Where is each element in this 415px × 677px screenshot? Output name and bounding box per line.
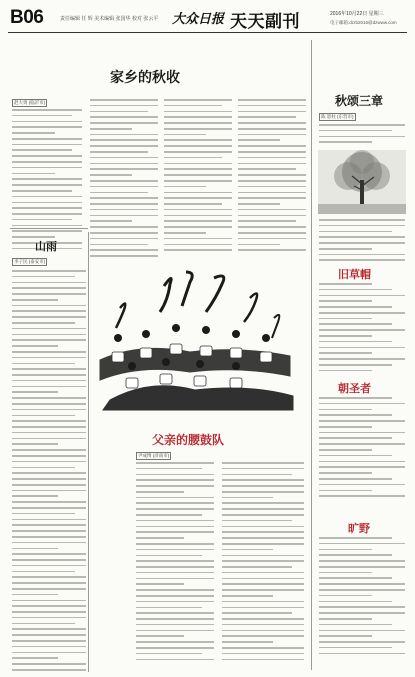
article-title-wilderness: 旷野	[348, 522, 370, 535]
article-body-autumn	[319, 124, 405, 147]
page-number: B06	[10, 7, 44, 28]
article-byline-hometown: 赵大勇 (临沂市)	[14, 100, 46, 105]
article-body-hometown-col1	[12, 109, 82, 254]
column-divider	[88, 232, 89, 672]
article-body-pilgrim	[319, 397, 405, 501]
article-body-hometown-col2	[90, 99, 158, 261]
section-divider	[10, 228, 88, 229]
article-body-drum-team-col1	[136, 462, 214, 664]
article-title-mountain-rain: 山雨	[35, 240, 57, 253]
article-title-autumn: 秋颂三章	[335, 94, 384, 108]
article-byline-autumn: 陈 恩柱 (东营市)	[321, 114, 354, 119]
article-title-hometown: 家乡的秋收	[110, 70, 180, 86]
column-divider	[311, 40, 312, 670]
article-byline-mountain-rain: 李子民 (泰安市)	[14, 259, 46, 264]
article-body-drum-team-col2	[222, 462, 304, 664]
article-body-old-straw-hat	[319, 283, 405, 376]
drum-dancers-illustration	[90, 268, 300, 418]
section-title: 天天副刊	[230, 12, 300, 32]
autumn-tree-photo	[318, 150, 406, 214]
article-title-drum-team: 父亲的腰鼓队	[152, 433, 225, 447]
article-body-mountain-rain	[12, 270, 86, 675]
article-title-pilgrim: 朝圣者	[338, 382, 371, 395]
article-body-hometown-col4	[238, 99, 306, 255]
newspaper-logo: 大众日报	[172, 12, 225, 27]
article-body-autumn-2	[319, 219, 405, 265]
editor-credits: 责任编辑 任 辉 美术编辑 张国华 校对 张云平	[60, 16, 159, 22]
article-title-old-straw-hat: 旧草帽	[338, 268, 371, 281]
article-body-wilderness	[319, 537, 405, 658]
issue-date: 2016年10月22日 星期三	[330, 11, 384, 17]
page-header	[8, 6, 407, 33]
article-byline-drum-team: 尹成博 (济南市)	[138, 453, 170, 458]
article-body-hometown-col3	[164, 99, 232, 255]
contact-email: 电子邮箱:dzrb2016@dzwww.com	[330, 20, 397, 25]
